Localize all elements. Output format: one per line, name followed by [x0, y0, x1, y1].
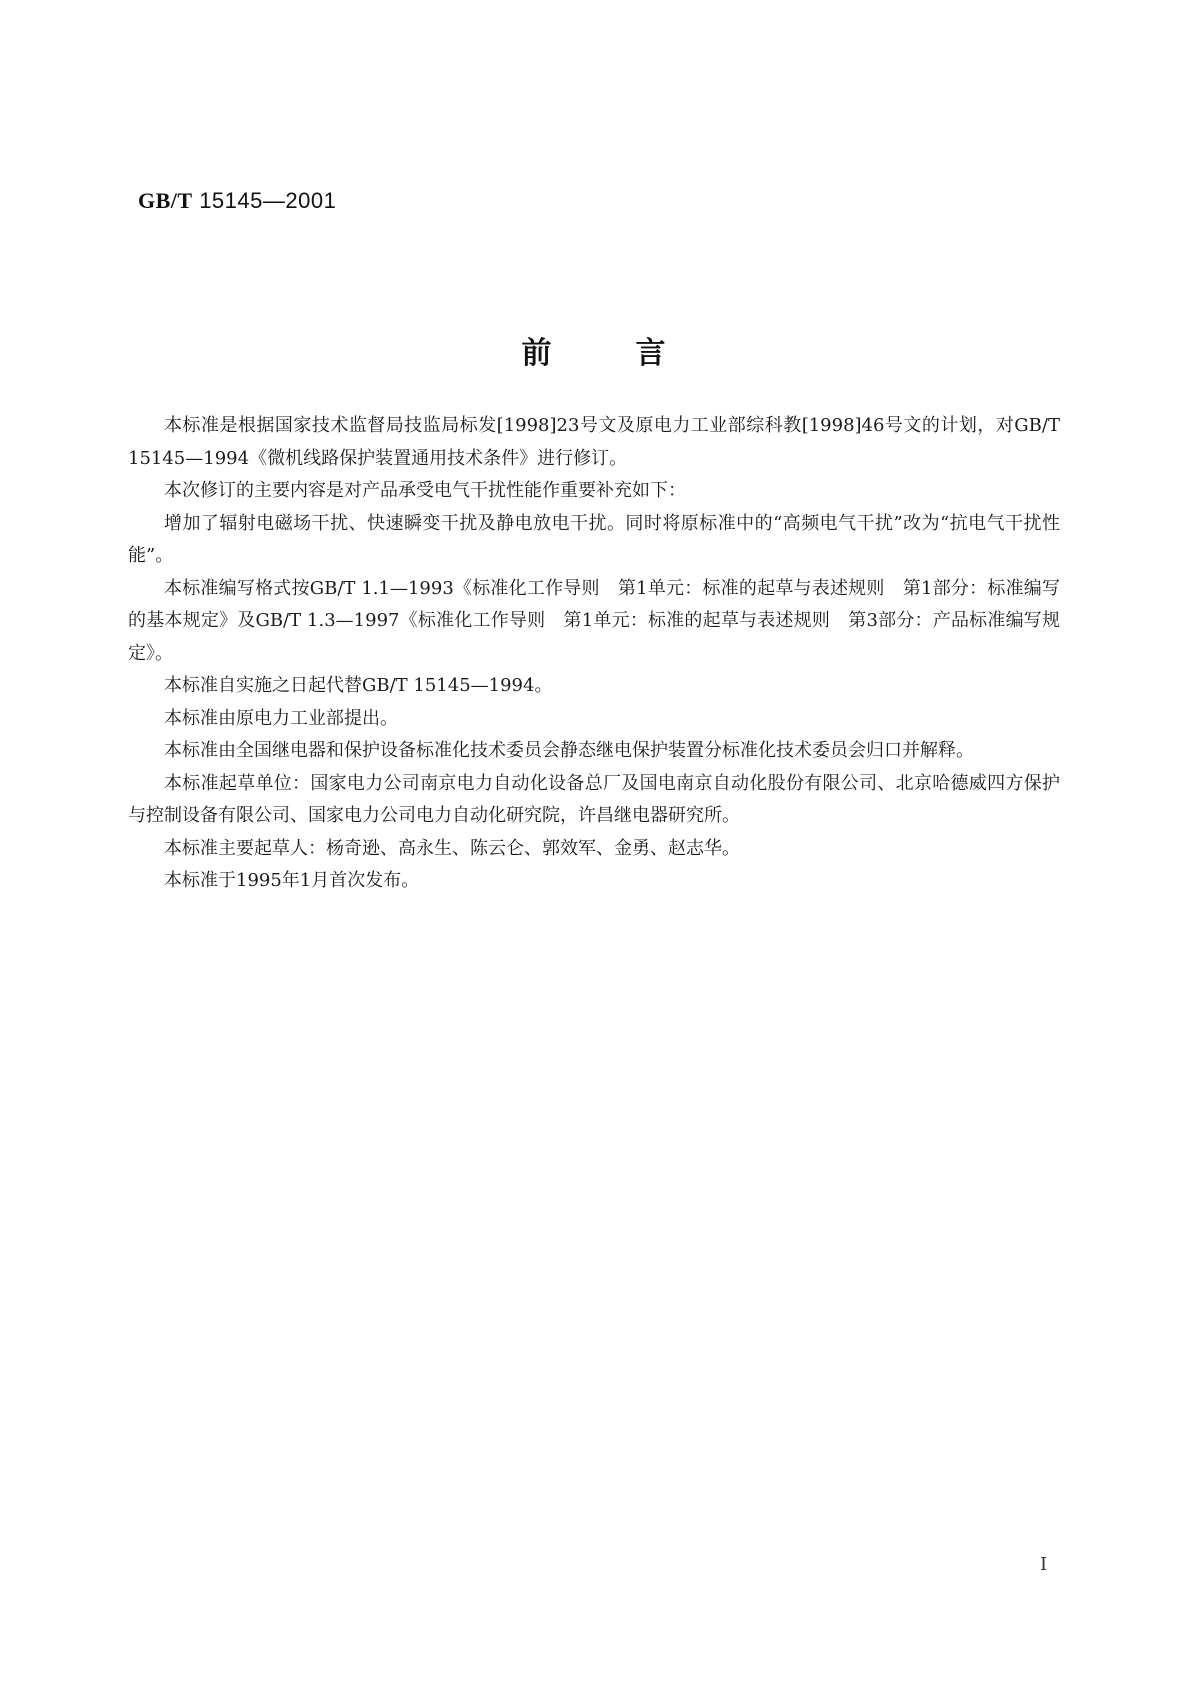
- title-char-1: 前: [521, 336, 556, 371]
- page-number: I: [1040, 1554, 1048, 1575]
- paragraph-proposed-by: 本标准由原电力工业部提出。: [164, 707, 398, 729]
- paragraph-drafters: 本标准主要起草人：杨奇逊、高永生、陈云仑、郭效军、金勇、赵志华。: [164, 837, 740, 859]
- page-title: [0, 328, 1191, 372]
- paragraph-revision-basis: 本标准是根据国家技术监督局技监局标发[1998]23号文及原电力工业部综科教[1998]46号文的计划，对GB/T 15145—1994《微机线路保护装置通用技术条件》进行修订。: [128, 415, 1066, 469]
- paragraph-interference-additions: 增加了辐射电磁场干扰、快速瞬变干扰及静电放电干扰。同时将原标准中的“高频电气干扰”改为“抗电气干扰性能”。: [128, 512, 1060, 566]
- paragraph-format: 本标准编写格式按GB/T 1.1—1993《标准化工作导则 第1单元：标准的起草与表述规则 第1部分：标准编写的基本规定》及GB/T 1.3—1997《标准化工作导则 第1单元：标准的起草与表述规则 第3部分：产品标准编写规定》。: [128, 577, 1060, 664]
- paragraph-responsible-committee: 本标准由全国继电器和保护设备标准化技术委员会静态继电保护装置分标准化技术委员会归口并解释。: [164, 740, 974, 761]
- standard-code-prefix: GB/T: [138, 188, 193, 213]
- paragraph-replaces: 本标准自实施之日起代替GB/T 15145—1994。: [164, 675, 553, 696]
- title-char-2: 言: [635, 336, 670, 371]
- paragraph-drafting-units: 本标准起草单位：国家电力公司南京电力自动化设备总厂及国电南京自动化股份有限公司、北京哈德威四方保护与控制设备有限公司、国家电力公司电力自动化研究院，许昌继电器研究所。: [128, 772, 1060, 826]
- paragraph-main-changes: 本次修订的主要内容是对产品承受电气干扰性能作重要补充如下：: [164, 480, 686, 501]
- standard-code: [138, 188, 336, 214]
- foreword-body: [128, 410, 1066, 898]
- paragraph-first-release: 本标准于1995年1月首次发布。: [164, 870, 420, 891]
- standard-code-number: 15145—2001: [192, 188, 337, 213]
